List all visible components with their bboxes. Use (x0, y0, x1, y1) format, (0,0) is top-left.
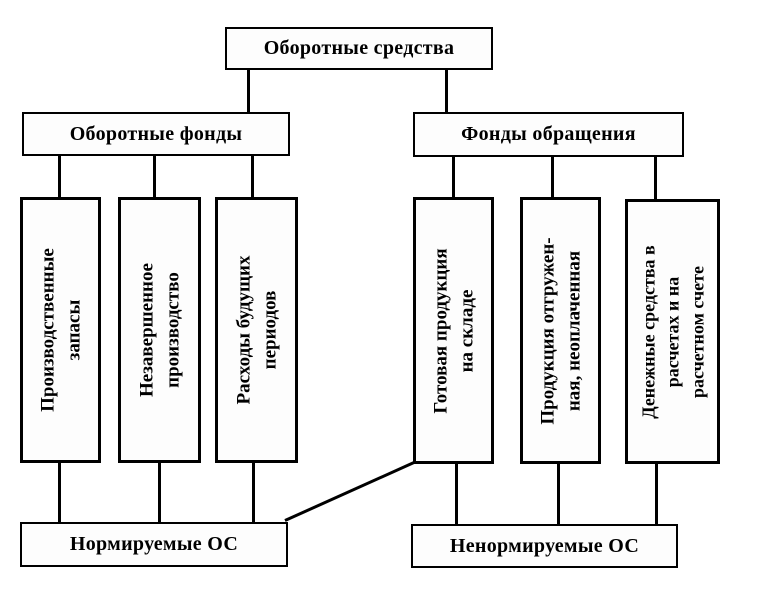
edge-finished-goods-to-non-normalized (455, 462, 458, 526)
node-current-assets (225, 27, 493, 70)
node-work-in-progress (118, 197, 201, 463)
node-work-in-progress-label: Незавершенное производство (135, 263, 183, 397)
edge-left-header-to-item1 (58, 154, 61, 199)
node-cash-in-settlements (625, 199, 720, 464)
edge-left-header-to-item3 (251, 154, 254, 199)
edge-right-header-to-item1 (452, 155, 455, 200)
node-cash-in-settlements-label: Денежные средства в расчетах и на расчетном счете (638, 244, 707, 419)
node-circulation-funds-label: Фонды обращения (461, 123, 636, 145)
node-deferred-expenses (215, 197, 298, 463)
edge-item1-to-normalized (58, 461, 61, 524)
node-circulation-funds (413, 112, 684, 157)
edge-root-to-right-header (445, 68, 448, 114)
edge-item3-to-normalized (252, 461, 255, 524)
node-deferred-expenses-label: Расходы будущих периодов (232, 255, 280, 405)
node-circulating-production-funds (22, 112, 290, 156)
edge-right-header-to-item3 (654, 155, 657, 202)
edge-cash-to-non-normalized (655, 462, 658, 526)
edge-item2-to-normalized (158, 461, 161, 524)
node-shipped-unpaid-products-label: Продукция отгружен- ная, неоплаченная (536, 236, 584, 425)
node-production-inventories-label: Производственные запасы (36, 248, 84, 412)
edge-right-header-to-item2 (551, 155, 554, 200)
node-normalized-os-label: Нормируемые ОС (69, 533, 239, 555)
node-normalized-os (20, 522, 288, 567)
edge-root-to-left-header (247, 68, 250, 114)
node-current-assets-label: Оборотные средства (263, 37, 455, 59)
node-shipped-unpaid-products (520, 197, 601, 464)
edge-shipped-products-to-non-normalized (557, 462, 560, 526)
edge-finished-goods-to-normalized-diagonal (284, 461, 415, 522)
edge-left-header-to-item2 (153, 154, 156, 199)
node-non-normalized-os-label: Ненормируемые ОС (449, 534, 640, 557)
node-production-inventories (20, 197, 101, 463)
node-circulating-production-funds-label: Оборотные фонды (69, 122, 243, 145)
node-non-normalized-os (411, 524, 678, 568)
node-finished-goods-in-stock-label: Готовая продукция на складе (429, 247, 477, 414)
node-finished-goods-in-stock (413, 197, 494, 464)
